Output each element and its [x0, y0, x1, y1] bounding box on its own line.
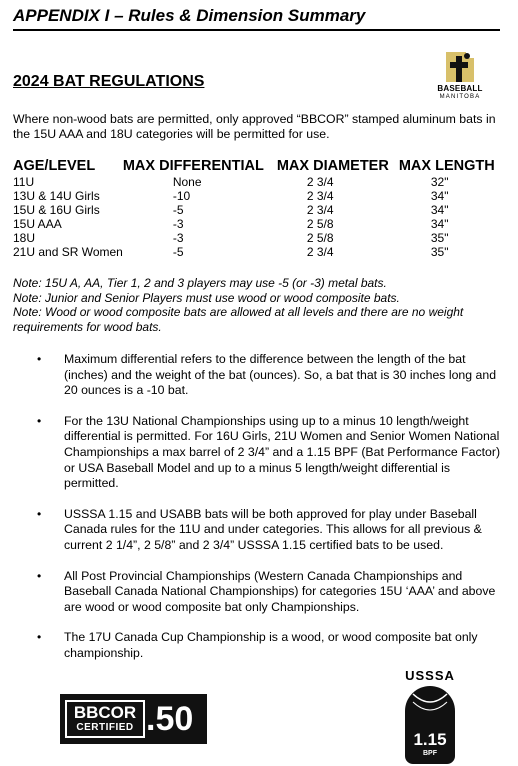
note-item: Note: 15U A, AA, Tier 1, 2 and 3 players may use -5 (or -3) metal bats.	[13, 276, 387, 290]
cell-max-diameter: 2 3/4	[306, 175, 334, 189]
usssa-badge-label: USSSA	[405, 668, 455, 683]
table-header-row	[13, 158, 495, 175]
table-row	[13, 175, 495, 189]
header-max-diameter: MAX DIAMETER	[276, 158, 389, 174]
cell-max-differential: -5	[172, 245, 184, 259]
cell-max-length: 34"	[430, 217, 449, 231]
bullet-icon: •	[37, 568, 42, 583]
bbcor-badge-title: BBCOR	[73, 703, 137, 722]
table-row	[13, 231, 495, 245]
intro-paragraph: Where non-wood bats are permitted, only approved “BBCOR” stamped aluminum bats in the 15U AAA and 18U categories will be permitted for use.	[13, 112, 496, 141]
cell-max-length: 32"	[430, 175, 449, 189]
note-item: Note: Wood or wood composite bats are allowed at all levels and there are no weight requirements for wood bats.	[13, 305, 464, 334]
cell-age-level: 18U	[13, 231, 36, 245]
bbcor-certified-badge	[60, 694, 207, 744]
cell-age-level: 21U and SR Women	[13, 245, 123, 259]
bullet-icon: •	[37, 413, 42, 428]
rules-bullet-list	[0, 352, 505, 677]
cell-age-level: 11U	[13, 175, 35, 189]
cell-max-diameter: 2 5/8	[306, 231, 334, 245]
list-item	[0, 569, 505, 616]
bullet-icon: •	[37, 352, 42, 366]
notes-block	[13, 276, 505, 334]
cell-age-level: 15U & 16U Girls	[13, 203, 100, 217]
list-item	[0, 630, 505, 661]
cell-max-diameter: 2 3/4	[306, 245, 334, 259]
header-age-level: AGE/LEVEL	[13, 158, 96, 174]
cell-max-diameter: 2 5/8	[306, 217, 334, 231]
usssa-badge-value: 1.15	[413, 730, 447, 749]
baseball-manitoba-logo	[424, 50, 496, 102]
logo-text-manitoba: MANITOBA	[439, 94, 481, 100]
usssa-ball-icon	[405, 686, 455, 764]
bbcor-badge-value: .50	[146, 700, 194, 738]
header-max-differential: MAX DIFFERENTIAL	[122, 158, 264, 174]
header-max-length: MAX LENGTH	[398, 158, 495, 174]
list-item-text: Maximum differential refers to the difference between the length of the bat (inches) and the weight of the bat (ounces). So, a bat that is 30 inches long and 20 ounces is a -10 bat.	[64, 352, 497, 398]
usssa-bpf-badge	[400, 668, 460, 764]
list-item	[0, 507, 505, 554]
cell-max-differential: -10	[172, 189, 191, 203]
bbcor-badge-subtitle: CERTIFIED	[76, 722, 134, 733]
ball-stitches-icon	[405, 688, 455, 728]
table-row	[13, 203, 495, 217]
cell-age-level: 15U AAA	[13, 217, 62, 231]
bullet-icon: •	[37, 630, 42, 645]
cell-max-length: 34"	[430, 203, 449, 217]
table-row	[13, 189, 495, 203]
list-item-text: All Post Provincial Championships (Western Canada Championships and Baseball Canada National Championships) for categories 15U ‘AAA’ and above are wood or wood composite bat only Championships.	[64, 568, 496, 614]
list-item	[0, 414, 505, 492]
cell-max-differential: -3	[172, 231, 184, 245]
bat-regulations-table	[13, 158, 495, 259]
list-item-text: The 17U Canada Cup Championship is a wood, or wood composite bat only championship.	[64, 630, 478, 660]
cell-max-differential: None	[172, 175, 202, 189]
cell-max-length: 34"	[430, 189, 449, 203]
list-item-text: USSSA 1.15 and USABB bats will be both approved for play under Baseball Canada rules for the 11U and under categories. This allows for all previous & current 2 1/4”, 2 5/8” and 2 3/4” USSSA 1.15 certified bats to be used.	[64, 506, 482, 552]
bullet-icon: •	[37, 506, 42, 521]
cell-max-length: 35"	[430, 245, 449, 259]
table-row	[13, 245, 495, 259]
cell-age-level: 13U & 14U Girls	[13, 189, 100, 203]
cell-max-diameter: 2 3/4	[306, 189, 334, 203]
cell-max-differential: -5	[172, 203, 184, 217]
cell-max-differential: -3	[172, 217, 184, 231]
list-item-text: For the 13U National Championships using up to a minus 10 length/weight differential is permitted. For 16U Girls, 21U Women and Senior Women National Championships a max barrel of 2 3/4” and a 1.15 BPF (Bat Performance Factor) or USA Baseball Model and up to a minus 5 length/weight differential is permitted.	[64, 413, 501, 491]
list-item	[0, 352, 505, 399]
cell-max-length: 35"	[430, 231, 449, 245]
usssa-badge-unit: BPF	[423, 750, 437, 757]
logo-text-baseball: BASEBALL	[437, 84, 483, 93]
section-title: 2024 BAT REGULATIONS	[13, 73, 205, 90]
note-item: Note: Junior and Senior Players must use wood or wood composite bats.	[13, 290, 400, 305]
cell-max-diameter: 2 3/4	[306, 203, 334, 217]
table-row	[13, 217, 495, 231]
page-header-title: APPENDIX I – Rules & Dimension Summary	[13, 6, 500, 31]
bbcor-badge-box	[65, 700, 145, 738]
manitoba-shape-icon	[442, 50, 478, 84]
